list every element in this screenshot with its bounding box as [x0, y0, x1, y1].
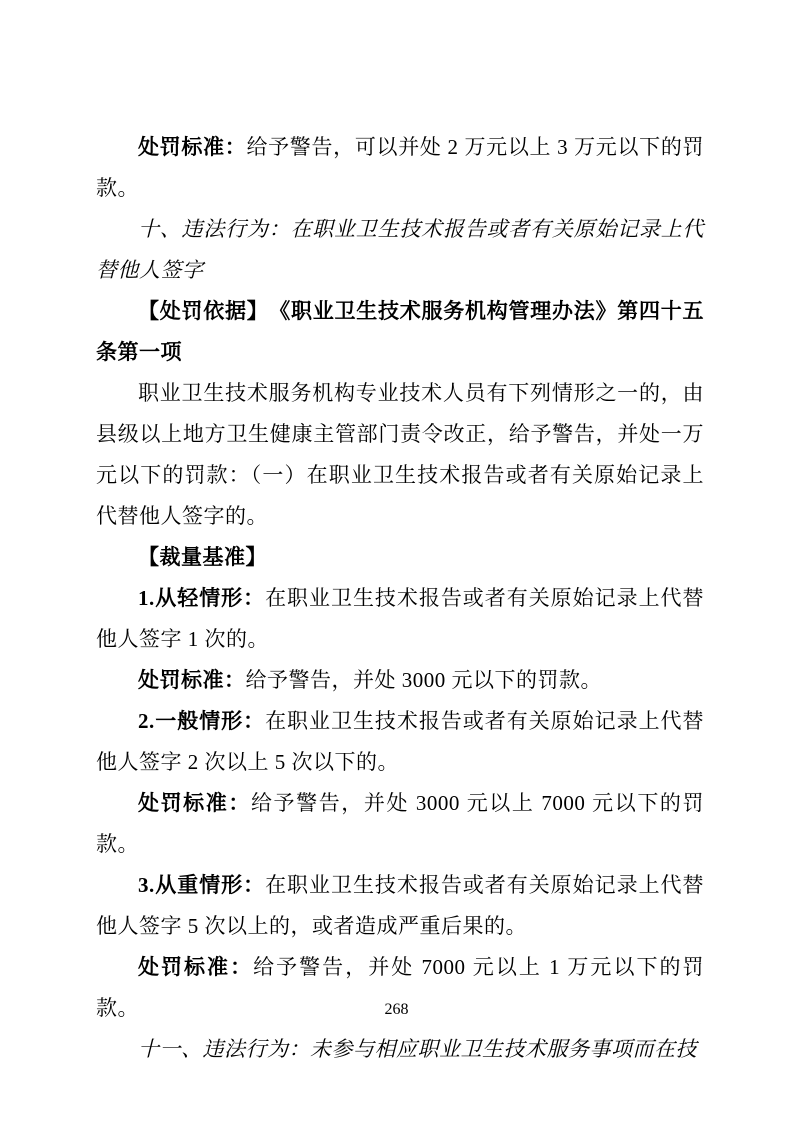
para-case-light	[96, 578, 704, 660]
text-segment: 职业卫生技术服务机构专业技术人员有下列情形之一的，由县级以上地方卫生健康主管部门责令改正，给予警告，并处一万元以下的罚款：（一）在职业卫生技术报告或者有关原始记录上代替他人签字的。	[96, 381, 704, 528]
text-segment: 在职业卫生技术报告或者有关原始记录上代替他人签字 1 次的。	[96, 586, 705, 651]
para-case-heavy	[96, 865, 704, 947]
page-number: 268	[384, 1001, 409, 1018]
text-segment: 在职业卫生技术报告或者有关原始记录上代替他人签字 5 次以上的，或者造成严重后果的。	[96, 873, 705, 938]
document-body	[96, 127, 704, 1070]
text-segment: 1.从轻情形：	[138, 586, 266, 610]
para-case-general	[96, 701, 704, 783]
text-segment: 给予警告，可以并处 2 万元以上 3 万元以下的罚款。	[96, 135, 705, 200]
text-segment: 【裁量基准】	[138, 545, 267, 569]
para-violation-item-10	[96, 209, 704, 291]
text-segment: 给予警告，并处 3000 元以下的罚款。	[245, 668, 602, 692]
para-law-provision-text	[96, 373, 704, 537]
text-segment: 在职业卫生技术报告或者有关原始记录上代替他人签字 2 次以上 5 次以下的。	[96, 709, 705, 774]
text-segment: 处罚标准：	[138, 791, 251, 815]
text-segment: 处罚标准：	[138, 955, 254, 979]
text-segment: 处罚标准：	[138, 668, 246, 692]
para-penalty-basis-heading	[96, 291, 704, 373]
text-segment: 《职业卫生技术服务机构管理办法》第四十五条第一项	[96, 299, 704, 364]
para-penalty-standard-prev	[96, 127, 704, 209]
text-segment: 【处罚依据】	[138, 299, 258, 323]
para-violation-item-11	[96, 1029, 704, 1070]
text-segment: 3.从重情形：	[138, 873, 266, 897]
text-segment: 十、违法行为：在职业卫生技术报告或者有关原始记录上代替他人签字	[96, 217, 704, 282]
para-case-general-penalty	[96, 783, 704, 865]
para-case-light-penalty	[96, 660, 704, 701]
text-segment: 给予警告，并处 3000 元以上 7000 元以下的罚款。	[96, 791, 705, 856]
text-segment: 2.一般情形：	[138, 709, 266, 733]
para-discretion-heading	[96, 537, 704, 578]
text-segment: 处罚标准：	[138, 135, 247, 159]
text-segment: 给予警告，并处 7000 元以上 1 万元以下的罚款。	[96, 955, 705, 1020]
text-segment: 十一、违法行为：未参与相应职业卫生技术服务事项而在技	[138, 1037, 697, 1061]
